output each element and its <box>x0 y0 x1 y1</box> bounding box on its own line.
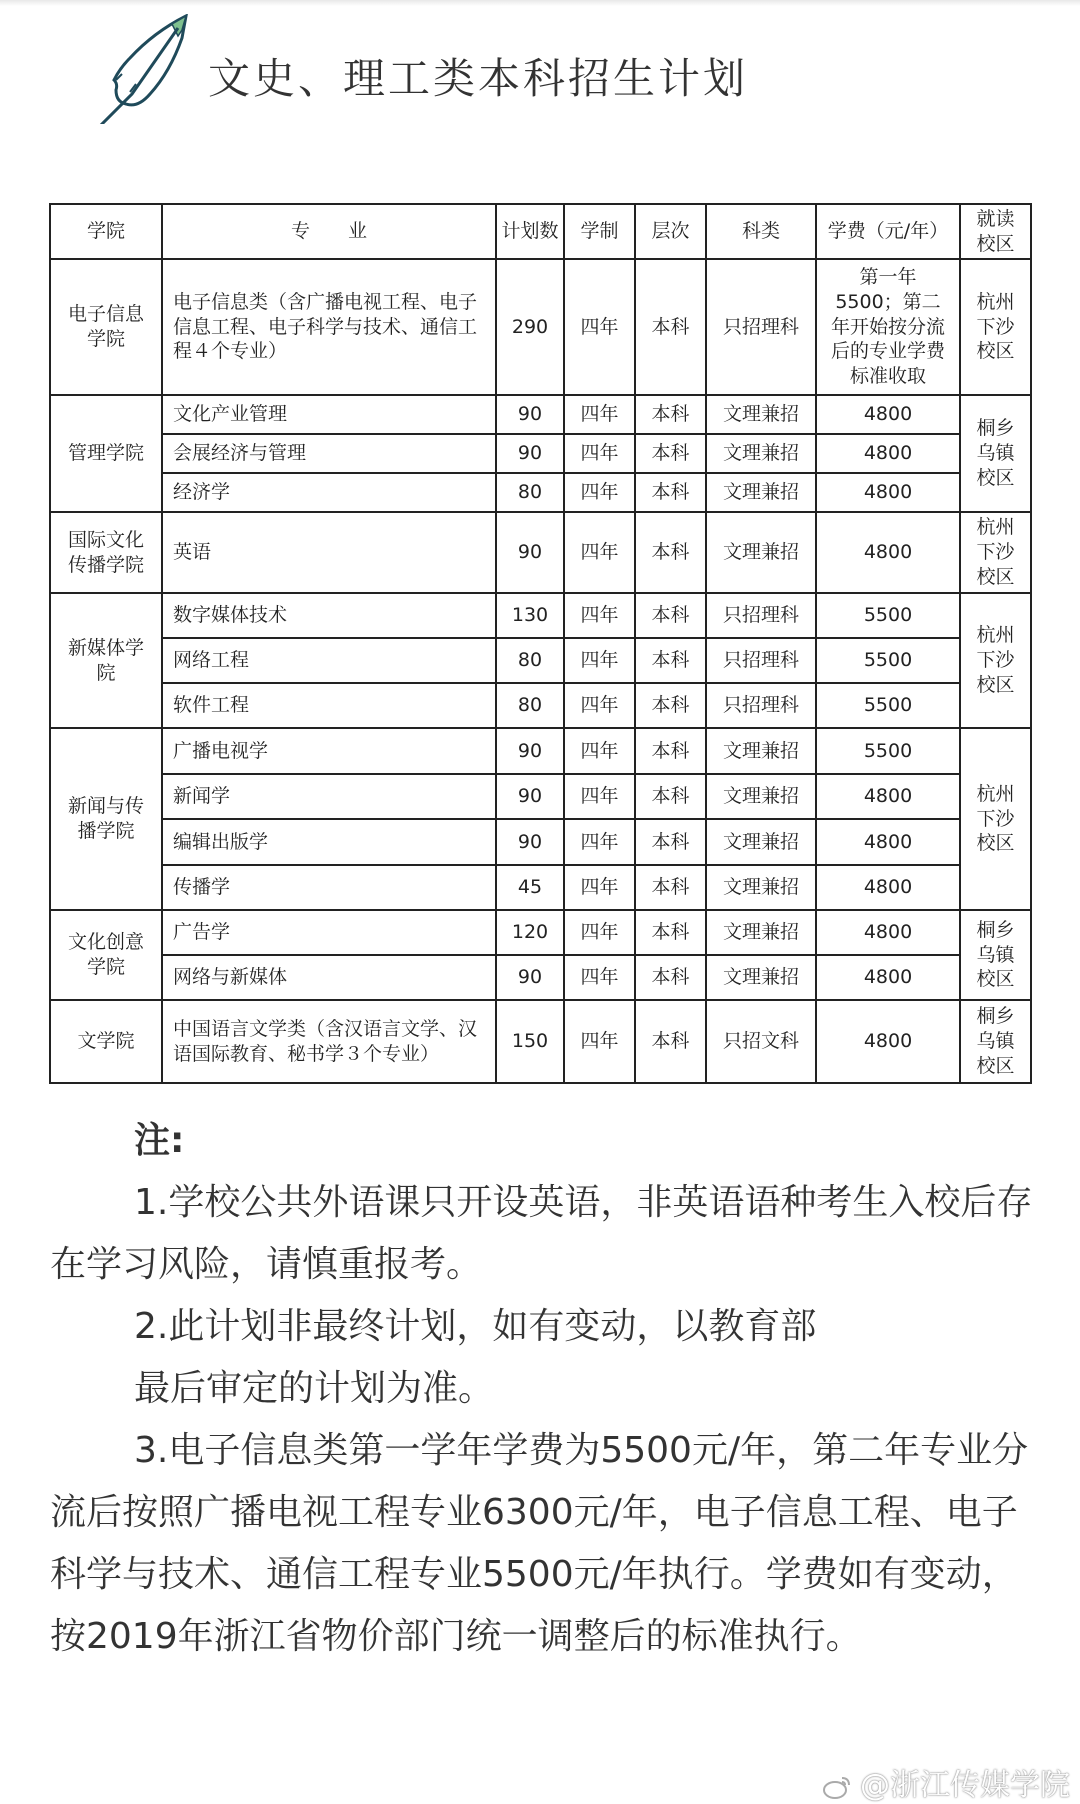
college-cell: 电子信息学院 <box>50 259 162 395</box>
major-cell: 编辑出版学 <box>162 819 496 865</box>
header-tuition: 学费（元/年） <box>816 204 960 259</box>
tuition-cell: 4800 <box>816 865 960 910</box>
college-cell: 文化创意学院 <box>50 910 162 1000</box>
table-row <box>50 395 1031 434</box>
duration-cell: 四年 <box>564 395 635 434</box>
major-cell: 广告学 <box>162 910 496 955</box>
duration-cell: 四年 <box>564 865 635 910</box>
table-row <box>50 819 1031 865</box>
header-duration: 学制 <box>564 204 635 259</box>
level-cell: 本科 <box>635 434 706 473</box>
major-cell: 文化产业管理 <box>162 395 496 434</box>
duration-cell: 四年 <box>564 473 635 512</box>
quota-cell: 90 <box>496 819 564 865</box>
college-cell: 国际文化传播学院 <box>50 512 162 593</box>
college-cell: 管理学院 <box>50 395 162 512</box>
duration-cell: 四年 <box>564 683 635 728</box>
level-cell: 本科 <box>635 593 706 638</box>
major-cell: 网络与新媒体 <box>162 955 496 1000</box>
table-header-row <box>50 204 1031 259</box>
category-cell: 文理兼招 <box>706 473 816 512</box>
quota-cell: 45 <box>496 865 564 910</box>
duration-cell: 四年 <box>564 512 635 593</box>
duration-cell: 四年 <box>564 434 635 473</box>
tuition-cell: 5500 <box>816 728 960 774</box>
quota-cell: 90 <box>496 395 564 434</box>
level-cell: 本科 <box>635 728 706 774</box>
watermark-text: @浙江传媒学院 <box>860 1768 1070 1803</box>
duration-cell: 四年 <box>564 259 635 395</box>
header-campus: 就读校区 <box>960 204 1031 259</box>
major-cell: 数字媒体技术 <box>162 593 496 638</box>
quota-cell: 80 <box>496 683 564 728</box>
tuition-cell: 4800 <box>816 955 960 1000</box>
quota-cell: 90 <box>496 955 564 1000</box>
duration-cell: 四年 <box>564 638 635 683</box>
quota-cell: 120 <box>496 910 564 955</box>
level-cell: 本科 <box>635 774 706 819</box>
category-cell: 文理兼招 <box>706 865 816 910</box>
page-title: 文史、理工类本科招生计划 <box>208 54 749 103</box>
notes-section <box>50 1110 1040 1668</box>
category-cell: 文理兼招 <box>706 395 816 434</box>
level-cell: 本科 <box>635 395 706 434</box>
duration-cell: 四年 <box>564 819 635 865</box>
category-cell: 文理兼招 <box>706 910 816 955</box>
level-cell: 本科 <box>635 1000 706 1083</box>
category-cell: 文理兼招 <box>706 512 816 593</box>
level-cell: 本科 <box>635 955 706 1000</box>
campus-cell: 桐乡乌镇校区 <box>960 910 1031 1000</box>
duration-cell: 四年 <box>564 955 635 1000</box>
category-cell: 只招理科 <box>706 593 816 638</box>
level-cell: 本科 <box>635 910 706 955</box>
duration-cell: 四年 <box>564 1000 635 1083</box>
quota-cell: 150 <box>496 1000 564 1083</box>
tuition-cell: 4800 <box>816 473 960 512</box>
duration-cell: 四年 <box>564 910 635 955</box>
campus-cell: 杭州下沙校区 <box>960 728 1031 910</box>
category-cell: 只招理科 <box>706 683 816 728</box>
enrollment-plan-table <box>49 203 1032 1084</box>
note-item-1: 1.学校公共外语课只开设英语，非英语语种考生入校后存在学习风险，请慎重报考。 <box>50 1182 1033 1285</box>
campus-cell: 桐乡乌镇校区 <box>960 1000 1031 1083</box>
duration-cell: 四年 <box>564 774 635 819</box>
table-row <box>50 434 1031 473</box>
tuition-cell: 4800 <box>816 512 960 593</box>
college-cell: 新闻与传播学院 <box>50 728 162 910</box>
tuition-cell: 4800 <box>816 434 960 473</box>
major-cell: 新闻学 <box>162 774 496 819</box>
category-cell: 文理兼招 <box>706 819 816 865</box>
major-cell: 中国语言文学类（含汉语言文学、汉语国际教育、秘书学３个专业） <box>162 1000 496 1083</box>
tuition-cell: 5500 <box>816 683 960 728</box>
level-cell: 本科 <box>635 512 706 593</box>
table-row <box>50 910 1031 955</box>
quota-cell: 90 <box>496 434 564 473</box>
major-cell: 广播电视学 <box>162 728 496 774</box>
notes-heading: 注: <box>134 1120 185 1161</box>
header-college: 学院 <box>50 204 162 259</box>
category-cell: 文理兼招 <box>706 434 816 473</box>
quota-cell: 290 <box>496 259 564 395</box>
tuition-cell: 第一年5500；第二年开始按分流后的专业学费标准收取 <box>816 259 960 395</box>
tuition-cell: 5500 <box>816 638 960 683</box>
tuition-cell: 5500 <box>816 593 960 638</box>
major-cell: 会展经济与管理 <box>162 434 496 473</box>
note-item-3: 3.电子信息类第一学年学费为5500元/年，第二年专业分流后按照广播电视工程专业6300元/年，电子信息工程、电子科学与技术、通信工程专业5500元/年执行。学费如有变动，按2019年浙江省物价部门统一调整后的标准执行。 <box>50 1430 1029 1657</box>
college-cell: 新媒体学院 <box>50 593 162 728</box>
category-cell: 文理兼招 <box>706 728 816 774</box>
quota-cell: 80 <box>496 638 564 683</box>
major-cell: 经济学 <box>162 473 496 512</box>
duration-cell: 四年 <box>564 728 635 774</box>
quota-cell: 90 <box>496 512 564 593</box>
quota-cell: 90 <box>496 774 564 819</box>
table-row <box>50 473 1031 512</box>
table-row <box>50 728 1031 774</box>
table-row <box>50 512 1031 593</box>
campus-cell: 杭州下沙校区 <box>960 512 1031 593</box>
category-cell: 只招理科 <box>706 638 816 683</box>
major-cell: 网络工程 <box>162 638 496 683</box>
level-cell: 本科 <box>635 473 706 512</box>
major-cell: 英语 <box>162 512 496 593</box>
weibo-logo-icon <box>822 1774 852 1800</box>
weibo-watermark <box>822 1760 1070 1804</box>
tuition-cell: 4800 <box>816 910 960 955</box>
level-cell: 本科 <box>635 259 706 395</box>
college-cell: 文学院 <box>50 1000 162 1083</box>
quota-cell: 130 <box>496 593 564 638</box>
category-cell: 文理兼招 <box>706 955 816 1000</box>
table-row <box>50 774 1031 819</box>
table-row <box>50 638 1031 683</box>
level-cell: 本科 <box>635 683 706 728</box>
tuition-cell: 4800 <box>816 819 960 865</box>
major-cell: 传播学 <box>162 865 496 910</box>
level-cell: 本科 <box>635 638 706 683</box>
table-row <box>50 955 1031 1000</box>
campus-cell: 杭州下沙校区 <box>960 593 1031 728</box>
table-row <box>50 1000 1031 1083</box>
table-row <box>50 865 1031 910</box>
tuition-cell: 4800 <box>816 774 960 819</box>
level-cell: 本科 <box>635 819 706 865</box>
campus-cell: 桐乡乌镇校区 <box>960 395 1031 512</box>
category-cell: 文理兼招 <box>706 774 816 819</box>
header-category: 科类 <box>706 204 816 259</box>
feather-quill-icon <box>86 14 206 124</box>
top-divider <box>0 0 1080 6</box>
table-row <box>50 593 1031 638</box>
note-item-2: 2.此计划非最终计划，如有变动，以教育部最后审定的计划为准。 <box>134 1306 817 1409</box>
level-cell: 本科 <box>635 865 706 910</box>
tuition-cell: 4800 <box>816 395 960 434</box>
tuition-cell: 4800 <box>816 1000 960 1083</box>
major-cell: 电子信息类（含广播电视工程、电子信息工程、电子科学与技术、通信工程４个专业） <box>162 259 496 395</box>
campus-cell: 杭州下沙校区 <box>960 259 1031 395</box>
quota-cell: 80 <box>496 473 564 512</box>
duration-cell: 四年 <box>564 593 635 638</box>
category-cell: 只招理科 <box>706 259 816 395</box>
header-level: 层次 <box>635 204 706 259</box>
table-row <box>50 683 1031 728</box>
table-row <box>50 259 1031 395</box>
major-cell: 软件工程 <box>162 683 496 728</box>
header-major: 专 业 <box>162 204 496 259</box>
category-cell: 只招文科 <box>706 1000 816 1083</box>
header-quota: 计划数 <box>496 204 564 259</box>
quota-cell: 90 <box>496 728 564 774</box>
